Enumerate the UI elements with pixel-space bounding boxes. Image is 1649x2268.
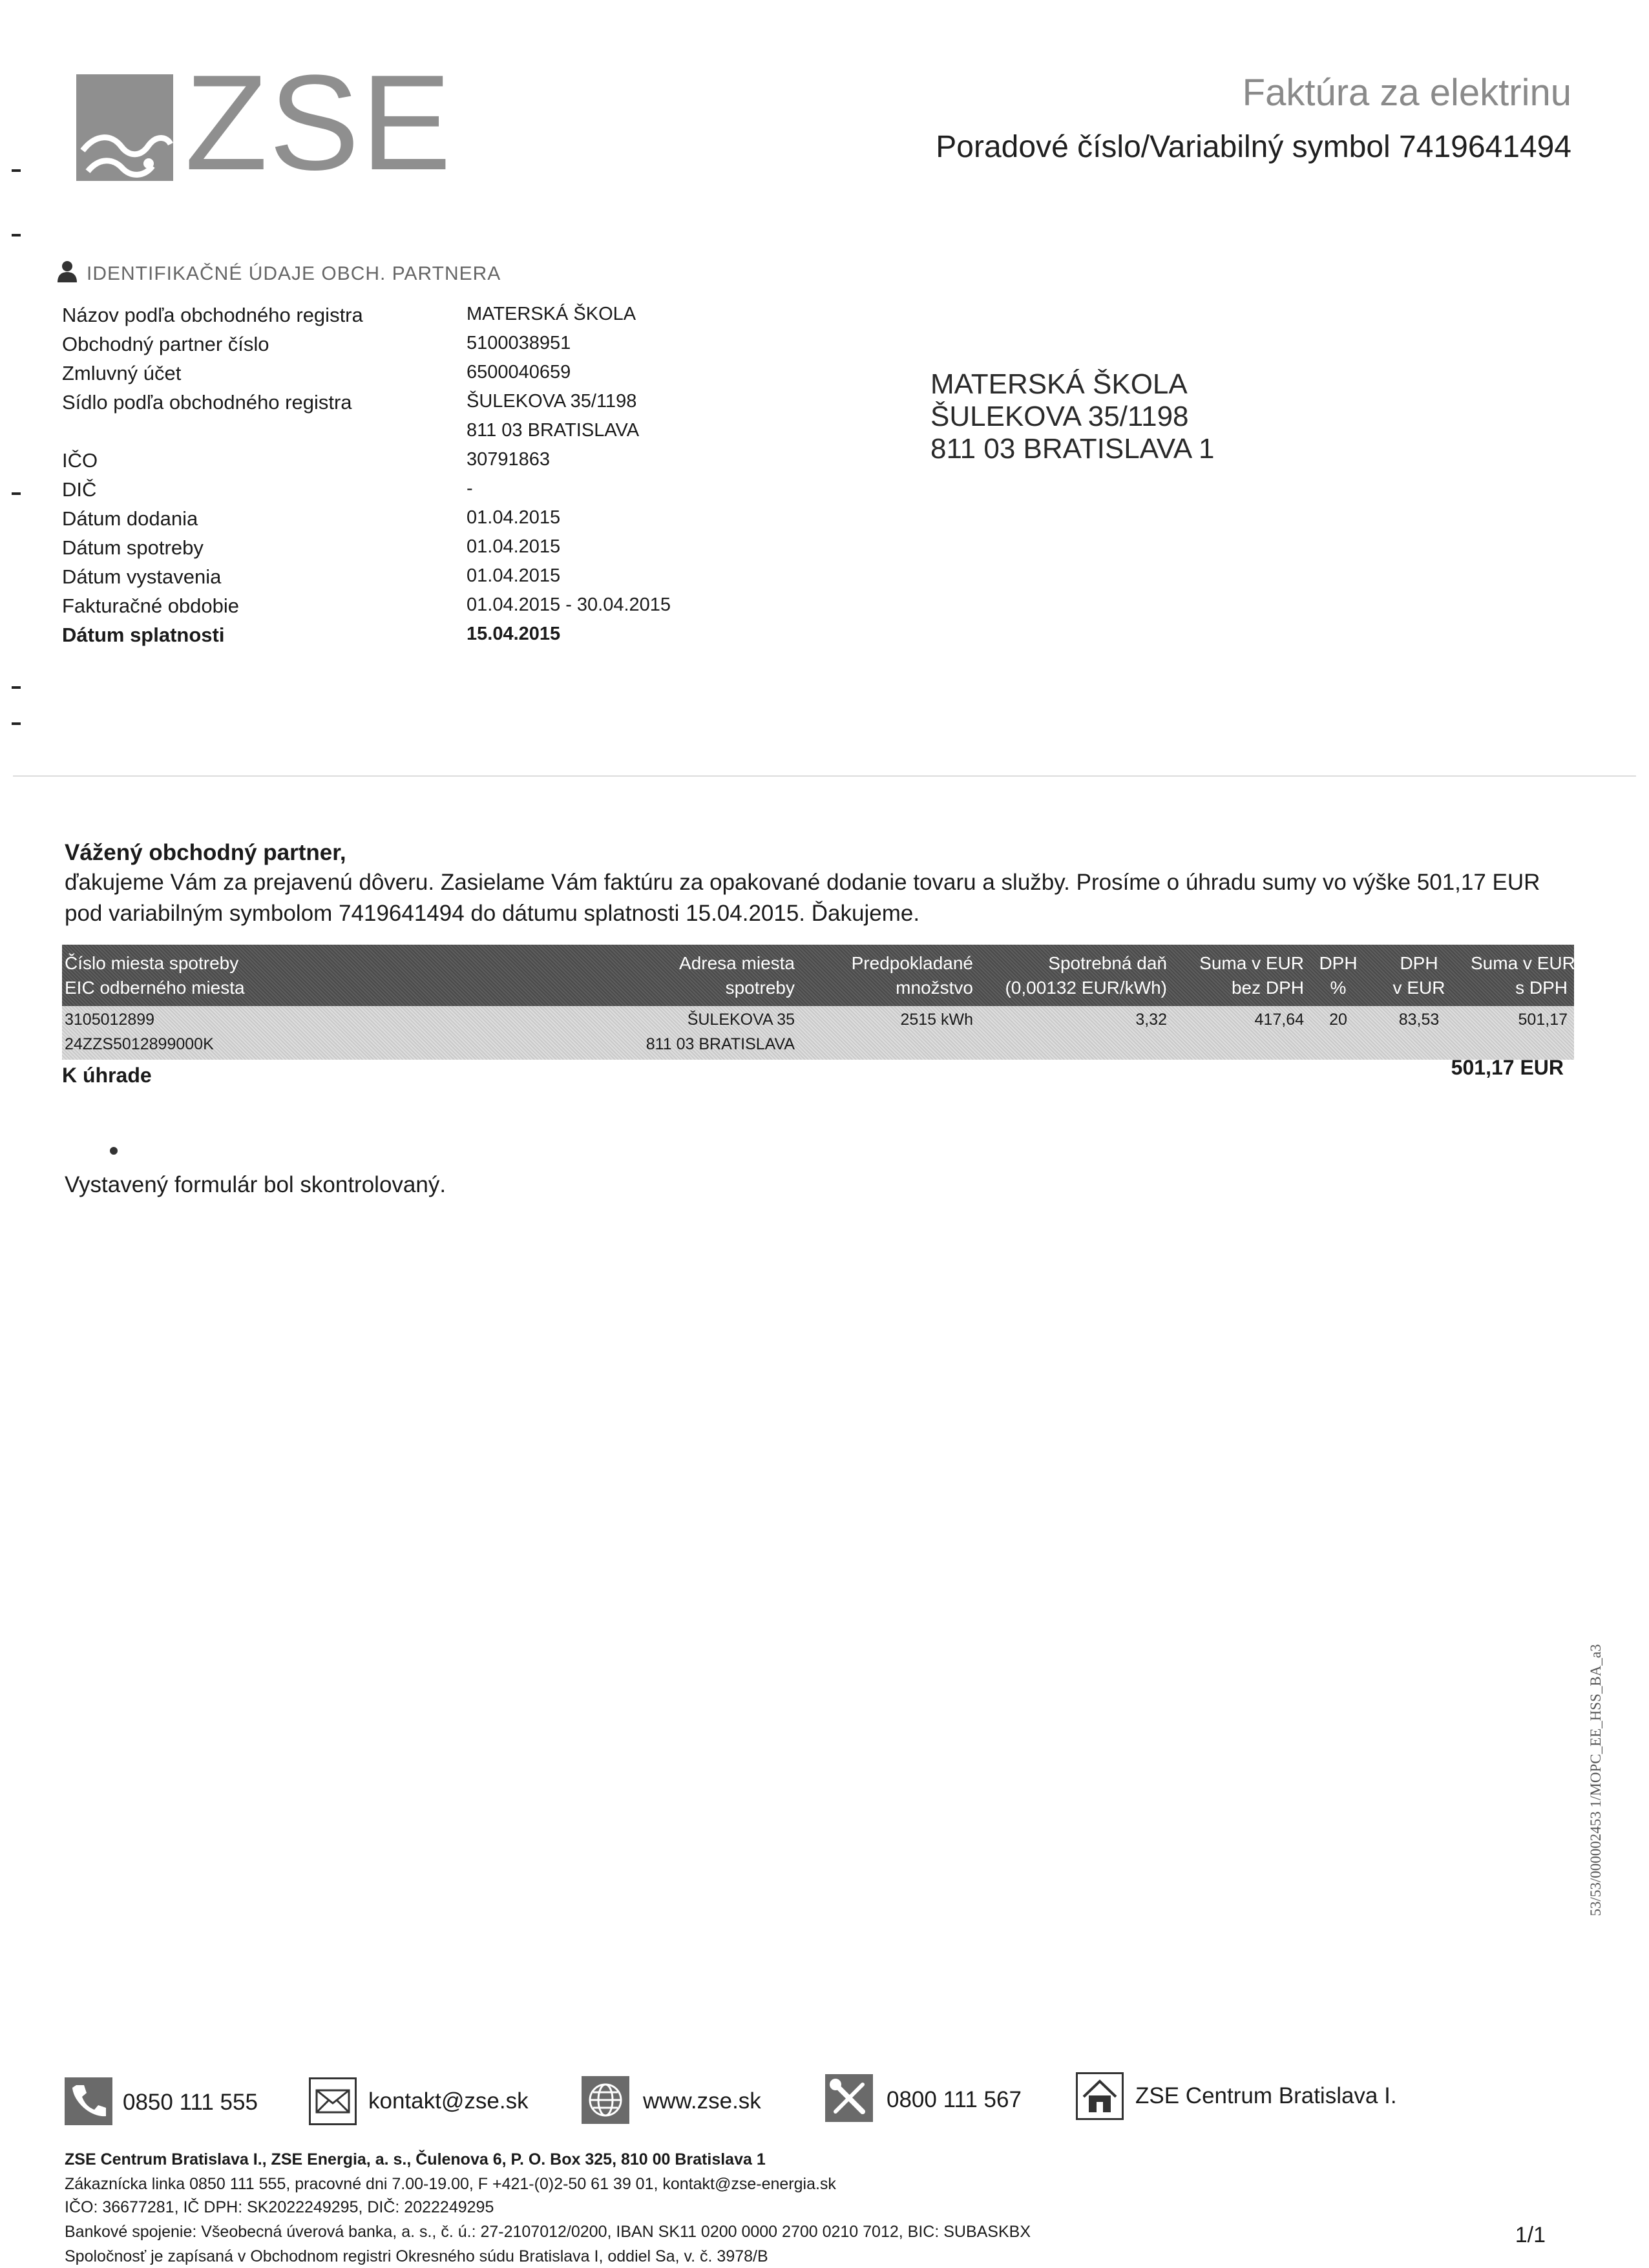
th-net-amount-2: bez DPH <box>1231 978 1304 998</box>
zse-logo-wordmark: ZSE <box>185 47 453 198</box>
cell-quantity: 2515 kWh <box>900 1011 973 1029</box>
value-delivery-date: 01.04.2015 <box>467 507 561 528</box>
mailing-address-street: ŠULEKOVA 35/1198 <box>930 401 1189 432</box>
th-eic: EIC odberného miesta <box>65 978 245 998</box>
document-title: Faktúra za elektrinu <box>1242 72 1571 114</box>
contact-fault-line: 0800 111 567 <box>887 2087 1022 2112</box>
house-icon <box>1076 2072 1124 2120</box>
envelope-icon <box>309 2077 357 2125</box>
person-icon <box>57 260 78 282</box>
label-delivery-date: Dátum dodania <box>62 507 198 530</box>
total-label: K úhrade <box>62 1064 152 1087</box>
value-contract-account: 6500040659 <box>467 362 571 383</box>
th-excise-tax-rate: (0,00132 EUR/kWh) <box>1005 978 1167 998</box>
label-partner-number: Obchodný partner číslo <box>62 333 269 355</box>
section-divider <box>13 775 1636 777</box>
bullet-dot <box>110 1147 118 1155</box>
th-gross-amount: Suma v EUR <box>1471 953 1575 973</box>
cell-net-amount: 417,64 <box>1254 1011 1304 1029</box>
wrench-screwdriver-icon <box>825 2074 873 2122</box>
contact-email: kontakt@zse.sk <box>368 2088 529 2114</box>
footer-bank: Bankové spojenie: Všeobecná úverová banka, a. s., č. ú.: 27-2107012/0200, IBAN SK11 0200 0000 2700 0210 7012, BIC: SUBASKBX <box>65 2223 1031 2241</box>
value-billing-period: 01.04.2015 - 30.04.2015 <box>467 594 671 615</box>
page-number: 1/1 <box>1515 2223 1546 2247</box>
cell-vat-rate: 20 <box>1329 1011 1347 1029</box>
label-contract-account: Zmluvný účet <box>62 362 182 384</box>
label-registered-seat: Sídlo podľa obchodného registra <box>62 391 352 414</box>
globe-icon <box>582 2076 629 2124</box>
partner-heading-text: IDENTIFIKAČNÉ ÚDAJE OBCH. PARTNERA <box>87 263 501 284</box>
label-company-name: Názov podľa obchodného registra <box>62 304 363 326</box>
letter-line-1: ďakujeme Vám za prejavenú dôveru. Zasielame Vám faktúru za opakované dodanie tovaru a služby. Prosíme o úhradu sumy vo výške 501,17 EUR <box>65 870 1540 895</box>
label-issue-date: Dátum vystavenia <box>62 565 222 588</box>
th-vat-rate-2: % <box>1330 978 1347 998</box>
invoice-number: Poradové číslo/Variabilný symbol 7419641494 <box>936 130 1571 164</box>
value-consumption-date: 01.04.2015 <box>467 536 561 557</box>
value-due-date: 15.04.2015 <box>467 624 561 644</box>
value-company-name: MATERSKÁ ŠKOLA <box>467 304 636 324</box>
phone-icon <box>65 2077 112 2125</box>
th-quantity-2: množstvo <box>896 978 973 998</box>
cell-place-number: 3105012899 <box>65 1011 155 1029</box>
contact-web: www.zse.sk <box>643 2088 761 2114</box>
cell-address-city: 811 03 BRATISLAVA <box>646 1035 795 1053</box>
value-issue-date: 01.04.2015 <box>467 565 561 586</box>
th-vat-rate: DPH <box>1319 953 1358 973</box>
margin-mark <box>12 686 21 689</box>
footer-register: Spoločnosť je zapísaná v Obchodnom registri Okresného súdu Bratislava I, oddiel Sa, v. č. 3978/B <box>65 2247 768 2265</box>
cell-gross-amount: 501,17 <box>1518 1011 1568 1029</box>
margin-mark <box>12 169 21 172</box>
total-value: 501,17 EUR <box>1451 1056 1564 1079</box>
th-quantity: Predpokladané <box>851 953 973 973</box>
table-row <box>62 1006 1574 1060</box>
footer-company: ZSE Centrum Bratislava I., ZSE Energia, a. s., Čulenova 6, P. O. Box 325, 810 00 Bratislava 1 <box>65 2150 766 2168</box>
value-registered-seat-street: ŠULEKOVA 35/1198 <box>467 391 637 412</box>
label-consumption-date: Dátum spotreby <box>62 536 204 559</box>
side-code-text: 53/53/000002453 1/MOPC_EE_HSS_BA_a3 <box>1588 1644 1604 1916</box>
cell-address-street: ŠULEKOVA 35 <box>687 1011 795 1029</box>
margin-mark <box>12 492 21 495</box>
th-place-number: Číslo miesta spotreby <box>65 953 239 973</box>
footer-hotline: Zákaznícka linka 0850 111 555, pracovné dni 7.00-19.00, F +421-(0)2-50 61 39 01, kontakt@zse-energia.sk <box>65 2175 836 2193</box>
form-checked-note: Vystavený formulár bol skontrolovaný. <box>65 1172 446 1197</box>
label-billing-period: Fakturačné obdobie <box>62 594 240 617</box>
value-partner-number: 5100038951 <box>467 333 571 353</box>
th-gross-amount-2: s DPH <box>1515 978 1568 998</box>
contact-centre: ZSE Centrum Bratislava I. <box>1135 2083 1397 2108</box>
th-address-2: spotreby <box>725 978 795 998</box>
side-document-code <box>1583 1632 1609 1929</box>
consumption-table <box>62 945 1574 1060</box>
value-dic: - <box>467 478 473 499</box>
label-due-date: Dátum splatnosti <box>62 624 225 646</box>
partner-section-heading <box>57 260 501 285</box>
cell-excise-tax: 3,32 <box>1135 1011 1167 1029</box>
label-ico: IČO <box>62 449 98 472</box>
zse-logo-mark-icon <box>76 74 173 181</box>
th-net-amount: Suma v EUR <box>1199 953 1304 973</box>
th-excise-tax: Spotrebná daň <box>1048 953 1167 973</box>
th-vat-amount: DPH <box>1400 953 1438 973</box>
margin-mark <box>12 234 21 236</box>
contact-phone: 0850 111 555 <box>123 2090 258 2115</box>
cell-eic: 24ZZS5012899000K <box>65 1035 214 1053</box>
value-registered-seat-city: 811 03 BRATISLAVA <box>467 420 640 441</box>
cell-vat-amount: 83,53 <box>1398 1011 1440 1029</box>
table-header <box>62 945 1574 1006</box>
letter-line-2: pod variabilným symbolom 7419641494 do dátumu splatnosti 15.04.2015. Ďakujeme. <box>65 901 920 926</box>
value-ico: 30791863 <box>467 449 551 470</box>
th-address: Adresa miesta <box>679 953 795 973</box>
zse-logo <box>76 47 453 198</box>
greeting: Vážený obchodný partner, <box>65 840 346 865</box>
footer-tax-ids: IČO: 36677281, IČ DPH: SK2022249295, DIČ: 2022249295 <box>65 2198 494 2216</box>
th-vat-amount-2: v EUR <box>1392 978 1445 998</box>
margin-mark <box>12 722 21 725</box>
mailing-address-city: 811 03 BRATISLAVA 1 <box>930 433 1215 465</box>
label-dic: DIČ <box>62 478 97 501</box>
mailing-address-name: MATERSKÁ ŠKOLA <box>930 368 1188 400</box>
